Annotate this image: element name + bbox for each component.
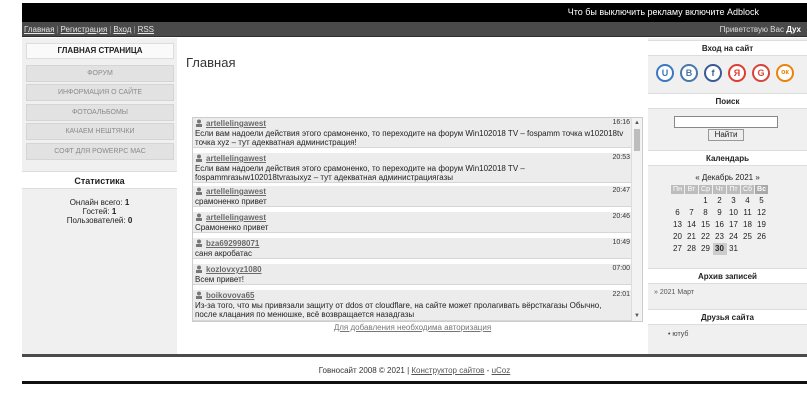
calendar-day[interactable]: 31	[729, 244, 738, 253]
friends-link[interactable]: ютуб	[672, 331, 689, 338]
ucoz-link[interactable]: uCoz	[491, 366, 511, 375]
chat-text: срамоненко привет	[195, 197, 267, 206]
calendar-day[interactable]: 26	[757, 232, 766, 241]
chat-time: 07:00	[612, 265, 630, 272]
calendar-day[interactable]: 4	[745, 196, 750, 206]
user-icon	[195, 291, 203, 299]
scroll-up-icon[interactable]: ▲	[634, 120, 640, 126]
calendar-weekday: Пт	[727, 185, 741, 195]
nav-link-rss[interactable]: RSS	[137, 25, 155, 34]
footer-text: Говносайт 2008 © 2021 | Конструктор сайтов - uCoz	[318, 366, 511, 375]
nav-link-home[interactable]: Главная	[24, 25, 55, 34]
chat-message	[193, 118, 632, 148]
login-title: Вход на сайт	[648, 40, 807, 56]
archive-item[interactable]	[654, 289, 694, 296]
nav-link-login[interactable]: Вход	[113, 25, 132, 34]
chat-username[interactable]: artellelingawest	[206, 154, 267, 163]
ucoz-login-icon[interactable]: U	[656, 64, 674, 82]
calendar-day[interactable]: 30	[713, 243, 727, 255]
chat-text: саня акробатас	[195, 249, 252, 258]
ok-login-icon[interactable]: ок	[776, 64, 794, 82]
vk-login-icon[interactable]: B	[680, 64, 698, 82]
chat-username[interactable]: bza692998071	[206, 239, 260, 248]
calendar-day[interactable]: 17	[729, 220, 738, 229]
archive-title: Архив записей	[648, 268, 807, 284]
calendar-day[interactable]: 3	[731, 196, 736, 206]
calendar-day[interactable]: 18	[743, 220, 752, 229]
facebook-login-icon[interactable]: f	[704, 64, 722, 82]
user-icon	[195, 213, 203, 221]
calendar-day[interactable]: 25	[743, 232, 752, 241]
chat-time: 16:16	[612, 119, 630, 126]
menu-item-about[interactable]: ИНФОРМАЦИЯ О САЙТЕ	[26, 84, 174, 101]
menu-item-photos[interactable]: ФОТОАЛЬБОМЫ	[26, 104, 174, 121]
left-sidebar	[22, 38, 177, 354]
calendar-day[interactable]: 24	[729, 232, 738, 241]
calendar-day[interactable]: 21	[687, 232, 696, 241]
calendar-day[interactable]: 29	[701, 244, 710, 253]
calendar-week	[671, 231, 769, 243]
chat-message	[193, 238, 632, 259]
search-button[interactable]: Найти	[708, 129, 744, 141]
scroll-down-icon[interactable]: ▼	[634, 313, 640, 319]
calendar-day[interactable]: 20	[673, 232, 682, 241]
stat-online: Онлайн всего: 1	[69, 198, 130, 207]
archive-link[interactable]: 2021 Март	[659, 289, 695, 296]
calendar-day[interactable]: 7	[689, 208, 694, 217]
calendar-empty-cell	[671, 195, 685, 207]
friends-bullet: •	[668, 331, 671, 338]
chat-username[interactable]: boikovova65	[206, 291, 255, 300]
mini-chat	[192, 117, 643, 322]
chat-text: Срамоненко привет	[195, 223, 269, 232]
greeting-user: Дух	[786, 25, 801, 34]
calendar-day[interactable]: 9	[717, 208, 722, 217]
auth-required-link[interactable]: Для добавления необходима авторизация	[333, 323, 492, 332]
copyright: Говносайт 2008 © 2021	[318, 366, 405, 375]
stat-guests: Гостей: 1	[82, 207, 117, 216]
calendar-day[interactable]: 10	[729, 208, 738, 217]
chat-message	[193, 153, 632, 183]
calendar-weekday: Вс	[755, 185, 769, 195]
calendar-day[interactable]: 14	[687, 220, 696, 229]
chat-text: Если вам надоели действия этого срамоненко, то переходите на форум Win102018 TV – fospammrазыw102018tvrазыxyz – тут адекватная администрациягазы	[195, 164, 525, 182]
page-title: Главная	[186, 55, 236, 70]
calendar-day[interactable]: 28	[687, 244, 696, 253]
menu-item-powerpc-soft[interactable]: СОФТ ДЛЯ POWERPC MAC	[26, 143, 174, 160]
calendar-week	[671, 207, 769, 219]
chat-message	[193, 212, 632, 233]
user-icon	[195, 154, 203, 162]
scrollbar-thumb[interactable]	[634, 129, 640, 151]
adblock-notice: Что бы выключить рекламу включите Adblock	[567, 7, 759, 17]
calendar-day[interactable]: 8	[703, 208, 708, 217]
top-ad-bar	[22, 3, 807, 22]
chat-username[interactable]: artellelingawest	[206, 187, 267, 196]
chat-message	[193, 264, 632, 285]
calendar-day[interactable]: 23	[715, 232, 724, 241]
friends-title: Друзья сайта	[648, 309, 807, 325]
calendar-prev-link[interactable]: «	[695, 173, 700, 182]
google-login-icon[interactable]: G	[752, 64, 770, 82]
chat-time: 20:53	[612, 154, 630, 161]
search-input[interactable]	[674, 116, 778, 128]
calendar-grid	[670, 184, 769, 255]
footer	[22, 354, 807, 381]
calendar-day[interactable]: 13	[673, 220, 682, 229]
calendar-week	[671, 243, 769, 255]
greeting-prefix: Приветствую Вас	[719, 25, 784, 34]
calendar-day[interactable]: 6	[675, 208, 680, 217]
calendar-day[interactable]: 11	[743, 208, 752, 217]
calendar-day[interactable]: 22	[701, 232, 710, 241]
user-icon	[195, 119, 203, 127]
user-icon	[195, 187, 203, 195]
calendar-month[interactable]: Декабрь 2021	[701, 173, 754, 182]
greeting	[720, 25, 801, 34]
calendar-weekday: Сб	[741, 185, 755, 195]
calendar-title: Календарь	[648, 150, 807, 166]
nav-links: Главная | Регистрация | Вход | RSS	[24, 25, 155, 34]
calendar-week	[671, 219, 769, 231]
user-icon	[195, 239, 203, 247]
calendar-day[interactable]: 27	[673, 244, 682, 253]
calendar-day[interactable]: 12	[757, 208, 766, 217]
stats-block	[22, 198, 177, 225]
chat-message	[193, 186, 632, 207]
calendar-day[interactable]: 1	[703, 196, 708, 206]
calendar-weekday: Вт	[685, 185, 699, 195]
chat-text: Если вам надоели действия этого срамоненко, то переходите на форум Win102018 TV – fospamm точка w102018tv точка xyz – тут адекватная администрация!	[195, 129, 624, 147]
right-sidebar	[648, 38, 807, 354]
menu-item-home[interactable]: ГЛАВНАЯ СТРАНИЦА	[26, 43, 174, 59]
calendar-empty-cell	[685, 195, 699, 207]
user-icon	[195, 265, 203, 273]
chat-username[interactable]: artellelingawest	[206, 213, 267, 222]
calendar-week	[671, 195, 769, 207]
menu-item-downloads[interactable]: КАЧАЕМ НЕШТЯЧКИ	[26, 123, 174, 140]
calendar-weekday: Чт	[713, 185, 727, 195]
calendar-day[interactable]: 15	[701, 220, 710, 229]
chat-time: 20:47	[612, 187, 630, 194]
calendar-day[interactable]: 19	[757, 220, 766, 229]
chat-text: Всем привет!	[195, 275, 244, 284]
calendar-weekday: Пн	[671, 185, 685, 195]
calendar-day[interactable]: 16	[715, 220, 724, 229]
calendar-empty-cell	[741, 243, 755, 255]
menu-item-forum[interactable]: ФОРУМ	[26, 65, 174, 82]
nav-link-register[interactable]: Регистрация	[60, 25, 108, 34]
calendar-day[interactable]: 5	[759, 196, 764, 206]
calendar-next-link[interactable]: »	[755, 173, 760, 182]
archive-bullet: »	[654, 289, 658, 296]
calendar-empty-cell	[755, 243, 769, 255]
chat-text: Из-за того, что мы привязали защиту от ddos от cloudflare, на сайте может пролагивать вёрсткагазы Обычно, после клацания по менюшке, всё возвращается назадгазы	[195, 301, 602, 319]
nav-bar	[22, 22, 807, 37]
stats-title: Статистика	[22, 171, 177, 189]
bottom-divider	[22, 381, 807, 384]
chat-time: 10:49	[612, 239, 630, 246]
chat-username[interactable]: kozlovxyz1080	[206, 265, 262, 274]
chat-time: 22:01	[612, 291, 630, 298]
chat-scrollbar[interactable]	[631, 118, 642, 321]
site-builder-link[interactable]: Конструктор сайтов	[411, 366, 485, 375]
calendar-day[interactable]: 2	[717, 196, 722, 206]
chat-time: 20:46	[612, 213, 630, 220]
calendar-weekday: Ср	[699, 185, 713, 195]
calendar-nav	[648, 173, 807, 182]
yandex-login-icon[interactable]: Я	[728, 64, 746, 82]
friends-item[interactable]	[668, 331, 688, 338]
search-title: Поиск	[648, 93, 807, 109]
chat-message	[193, 290, 632, 321]
stat-users: Пользователей: 0	[66, 216, 133, 225]
chat-username[interactable]: artellelingawest	[206, 119, 267, 128]
main-content	[177, 38, 648, 354]
